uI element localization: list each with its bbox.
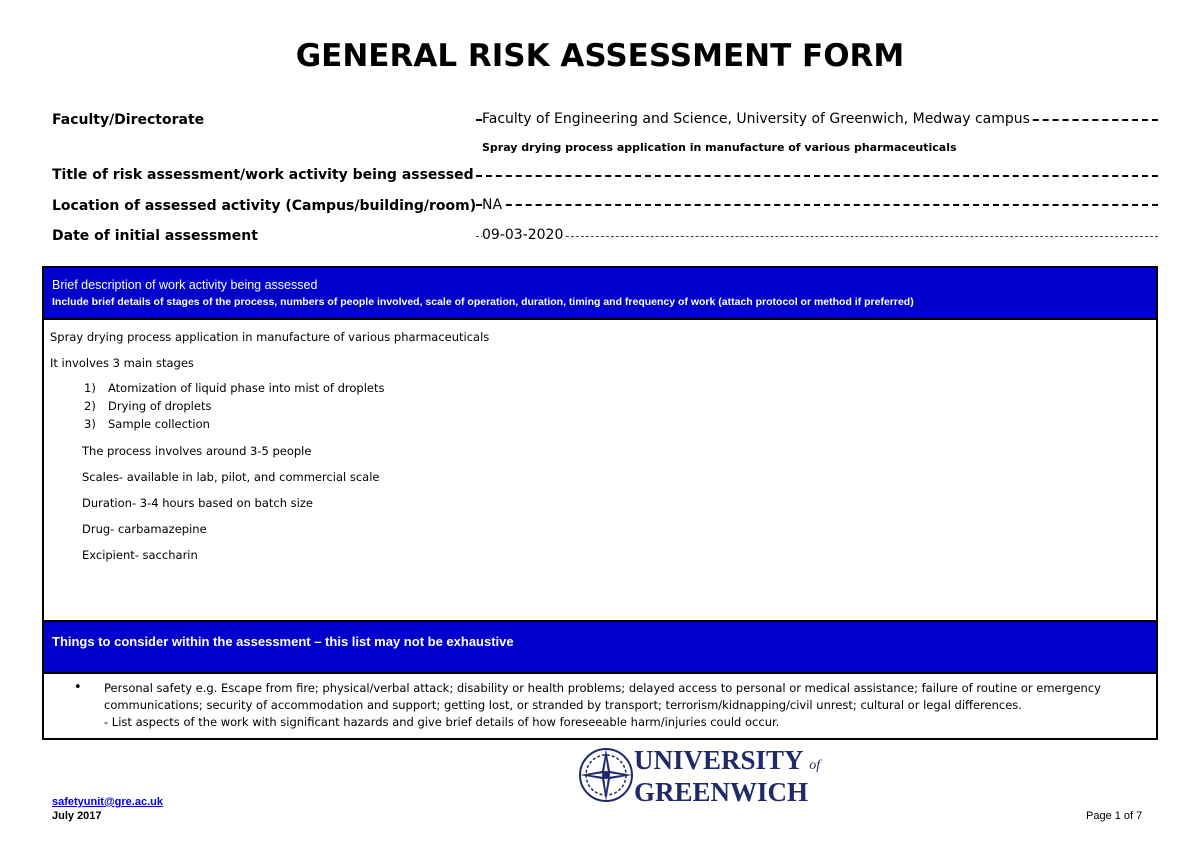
footer-email-link[interactable]: safetyunit@gre.ac.uk	[52, 796, 163, 808]
location-line	[476, 203, 1158, 206]
page-number: Page 1 of 7	[1086, 810, 1143, 822]
title-subtext[interactable]: Spray drying process application in manufacture of various pharmaceuticals	[482, 141, 957, 154]
bullet-icon: •	[74, 680, 82, 695]
excipient-line: Excipient- saccharin	[82, 548, 198, 562]
faculty-value[interactable]: Faculty of Engineering and Science, University of Greenwich, Medway campus	[482, 111, 1030, 127]
logo-line-2: GREENWICH	[634, 777, 809, 807]
consider-text-2: - List aspects of the work with significant hazards and give brief details of how foreseeable harm/injuries could occur.	[104, 715, 780, 729]
footer-date: July 2017	[52, 810, 102, 822]
date-label: Date of initial assessment	[52, 228, 258, 244]
location-value[interactable]: NA	[482, 197, 503, 213]
drug-line: Drug- carbamazepine	[82, 522, 207, 536]
location-label: Location of assessed activity (Campus/building/room)	[52, 198, 477, 214]
duration-line: Duration- 3-4 hours based on batch size	[82, 496, 313, 510]
description-header	[44, 268, 1156, 320]
university-logo	[634, 747, 820, 805]
consider-text-1: Personal safety e.g. Escape from fire; physical/verbal attack; disability or health problems; delayed access to personal or medical assistance; failure of routine or emergency communications; security of accommodation and support; getting lost, or stranded by transport; terrorism/kidnapping/civil unrest; cultural or legal differences.	[104, 681, 1101, 712]
assessment-box	[42, 266, 1158, 740]
stage-1-number: 1)	[84, 381, 96, 395]
stage-2-text: Drying of droplets	[108, 399, 212, 413]
university-compass-icon	[576, 745, 636, 805]
stage-3-text: Sample collection	[108, 417, 210, 431]
page-title: GENERAL RISK ASSESSMENT FORM	[295, 38, 905, 74]
consider-header	[44, 620, 1156, 674]
scales-line: Scales- available in lab, pilot, and commercial scale	[82, 470, 380, 484]
people-line: The process involves around 3-5 people	[82, 444, 312, 458]
consider-heading: Things to consider within the assessment – this list may not be exhaustive	[52, 634, 514, 649]
title-label: Title of risk assessment/work activity being assessed	[52, 167, 474, 183]
stage-3-number: 3)	[84, 417, 96, 431]
stage-1-text: Atomization of liquid phase into mist of droplets	[108, 381, 385, 395]
date-value[interactable]: 09-03-2020	[482, 227, 564, 243]
logo-of: of	[809, 758, 821, 773]
description-heading: Brief description of work activity being assessed	[52, 278, 318, 292]
consider-body[interactable]	[74, 680, 1134, 731]
logo-line-1: UNIVERSITY	[634, 745, 803, 775]
title-line[interactable]	[476, 174, 1158, 177]
date-line	[476, 235, 1158, 237]
description-subheading: Include brief details of stages of the process, numbers of people involved, scale of operation, duration, timing and frequency of work (attach protocol or method if preferred)	[52, 296, 914, 308]
faculty-label: Faculty/Directorate	[52, 112, 205, 128]
description-line-2: It involves 3 main stages	[50, 356, 194, 370]
stage-2-number: 2)	[84, 399, 96, 413]
description-line-1: Spray drying process application in manufacture of various pharmaceuticals	[50, 330, 490, 344]
